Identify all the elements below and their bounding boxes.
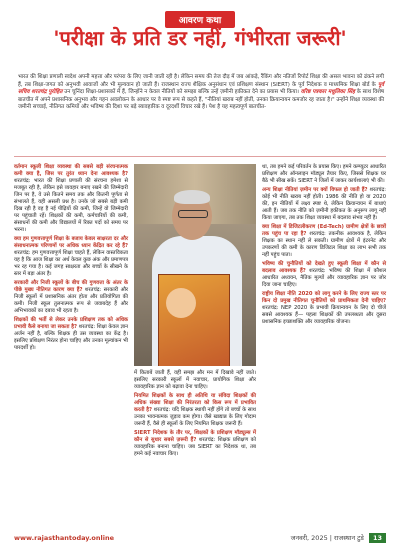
answer: शरतचंद्र: तकनीक आवश्यक है, लेकिन शिक्षक का स्थान नहीं ले सकती। ग्रामीण क्षेत्रों में इंटरनेट और उपकरणों की कमी के कारण डिजिटल शिक्षा का लाभ सभी तक नहीं पहुंच पाता। bbox=[262, 231, 386, 258]
footer-website-link[interactable]: www.rajasthantoday.online bbox=[14, 534, 114, 542]
question: शिक्षकों की भर्ती से लेकर उनके प्रशिक्षण तक को अधिक प्रभावी कैसे बनाया जा सकता है? bbox=[14, 317, 128, 330]
question: राष्ट्रीय शिक्षा नीति 2020 को लागू करने के लिए राज्य स्तर पर किन दो प्रमुख नीतिगत चुनौतियों को प्राथमिकता देनी चाहिए? bbox=[262, 291, 386, 304]
intro-paragraph bbox=[18, 74, 384, 112]
question: नियमित शिक्षकों के साथ ही अतिथि या संविदा शिक्षकों की अधिक संख्या शिक्षा की निरंतरता को किस रूप में प्रभावित करती है? bbox=[134, 393, 256, 413]
answer: शरतचंद्र: सरकारी और निजी स्कूलों में प्रशासनिक अंतर होता और प्रतियोगिता की कमी। निजी स्कूल तुलनात्मक रूप से जवाबदेह हैं और अभिभावकों का दबाव भी रहता है। bbox=[14, 287, 129, 314]
intro-text-1: भारत की शिक्षा प्रणाली स्वदेश अपनी महत्ता और परंपरा के लिए जानी जाती रही है। लेकिन समय की तेज दौड़ में जब आंकड़े, रैंकिंग और नतिजों रिपोर्ट शिक्षा की असल भावना को ढंकने लगी हैं, तब शिक्षा-जगत को अनुभवी आवाजों और भी मूल्यवान हो जाती हैं। राजस्थान राज्य शैक्षिक अनुसंधान एवं प्रशिक्षण संस्थान (SIERT) के पूर्व निदेशक व माध्यमिक शिक्षा बोर्ड के bbox=[18, 74, 384, 88]
photo-person-glasses bbox=[178, 210, 208, 218]
answer: शरतचंद्र: भविष्य की शिक्षा में कौशल आधारित अध्ययन, नैतिक मूल्यों और व्यावहारिक ज्ञान पर जोर दिया जाना चाहिए। bbox=[262, 268, 386, 288]
photo-book-cover-portrait bbox=[166, 288, 196, 318]
question: क्या हम गुणवत्तापूर्ण शिक्षा के बजाय केवल साक्षरता दर और संसाधनात्मक परिणामों पर अधिक ध्यान केंद्रित कर रहे हैं? bbox=[14, 236, 128, 249]
question: वर्तमान स्कूली शिक्षा व्यवस्था की सबसे बड़ी संरचनात्मक कमी क्या है, जिस पर तुरंत ध्यान देना आवश्यक है? bbox=[14, 164, 128, 177]
question: सरकारी और निजी स्कूलों के बीच की गुणवत्ता के अंतर के पीछे मुख्य नीतिगत कारण क्या हैं? bbox=[14, 280, 128, 293]
qa-item bbox=[14, 236, 128, 278]
section-tag: आवरण कथा bbox=[165, 11, 236, 28]
photo-held-book bbox=[158, 274, 230, 366]
page-headline: 'परीक्षा के प्रति डर नहीं, गंभीरता जरूरी' bbox=[53, 26, 347, 50]
qa-item bbox=[14, 280, 128, 315]
footer-issue-text: जनवरी, 2025 | राजस्थान टुडे bbox=[290, 534, 364, 542]
question: अन्य शिक्षा नीतियां ज़मीन पर क्यों विफल हो जाती हैं? bbox=[262, 187, 368, 193]
interviewee-name: पूर्व सचिव शरतचंद्र पुरोहित bbox=[18, 81, 384, 95]
qa-item bbox=[262, 164, 386, 185]
intro-text-2: उन चुनिंदा शिक्षा-प्रशासकों में हैं, जिन्होंने न केवल नीतियों को समझा बल्कि उन्हें ज़मीनी हकीकत देने का प्रयास भी किया। bbox=[64, 89, 299, 95]
left-column bbox=[14, 164, 128, 354]
photo-person-hair bbox=[174, 190, 210, 204]
answer: शरतचंद्र: शिक्षा केवल ज्ञान अर्जन नहीं है, बल्कि शिक्षक ही उस व्यवस्था का केंद्र है। इसलिए प्रशिक्षण निरंतर होना चाहिए और उनका मूल्यांकन भी पारदर्शी हो। bbox=[14, 324, 128, 351]
question: क्या शिक्षा में डिजिटलीकरण (Ed-Tech) ग्रामीण क्षेत्रों के छात्रों तक पहुंच पा रहा है? bbox=[262, 224, 386, 237]
answer: शरतचंद्र: कोई भी नीति खराब नहीं होती। 1986 की नीति हो या 2020 की, इन नीतियों में लक्ष्य स्पष्ट थे, लेकिन क्रियान्वयन में बाधाएं आती हैं। जब तक नीति को ज़मीनी हकीकत के अनुरूप लागू नहीं किया जाएगा, तब तक शिक्षा व्यवस्था में बदलाव संभव नहीं है। bbox=[262, 187, 386, 221]
intro-text-3: के साथ विशेष बातचीत में अपने प्रशासनिक अनुभव और गहन अवलोकन के आधार पर वे स्पष्ट रूप से कहते हैं, "नीतियां खराब नहीं होतीं, उनका क्रियान्वयन कमजोर रह जाता है।" उन्होंने शिक्षा व्यवस्था की जमीनी सच्चाई, नीतिगत कमियों और भविष्य की दिशा पर बड़े ब्यावहारिक व दूरदर्शी विचार रखे हैं। पेश है यह महत्वपूर्ण बातचीत- bbox=[18, 89, 385, 110]
qa-item bbox=[262, 187, 386, 222]
qa-item bbox=[14, 164, 128, 234]
qa-item bbox=[134, 430, 256, 458]
qa-item bbox=[262, 224, 386, 259]
qa-item bbox=[134, 370, 256, 391]
interviewee-photo bbox=[134, 164, 256, 366]
answer: शरतचंद्र: यदि शिक्षक स्थायी नहीं होंगे तो बच्चों के साथ उनका भावनात्मक जुड़ाव कम होगा। जैसे खाद्यान्न के लिए गोदाम जरूरी हैं, वैसे ही स्कूलों के लिए नियमित शिक्षक जरूरी हैं। bbox=[134, 407, 256, 427]
page-number: 13 bbox=[369, 533, 386, 543]
answer: शरतचंद्र: हम गुणवत्तापूर्ण शिक्षा चाहते हैं, लेकिन वास्तविकता यह है कि आज शिक्षा का अर्थ केवल कुछ अंक और प्रमाणपत्र भर रह गया है। कई जगह साक्षरता और बच्चों के सीखने के स्तर में बड़ा अंतर है। bbox=[14, 250, 129, 277]
qa-item bbox=[262, 291, 386, 326]
question: भविष्य की चुनौतियों को देखते हुए स्कूली शिक्षा में कौन से बदलाव आवश्यक हैं? bbox=[262, 261, 386, 274]
middle-column bbox=[134, 370, 256, 460]
right-column bbox=[262, 164, 386, 328]
answer: शरतचंद्र: NEP 2020 के प्रभावी क्रियान्वयन के लिए दो चीजें सबसे आवश्यक हैं— पहला शिक्षकों की उपलब्धता और दूसरा प्रशासनिक इच्छाशक्ति और व्यावहारिक योजना। bbox=[262, 305, 386, 325]
question: SIERT निदेशक के तौर पर, शिक्षकों के प्रशिक्षण मॉड्यूल्स में कौन से सुधार सबसे ज़रूरी हैं? bbox=[134, 430, 256, 443]
qa-item bbox=[134, 393, 256, 428]
answer: शरतचंद्र: शिक्षक प्रशिक्षण को व्यावहारिक बनाना चाहिए। जब SIERT का निदेशक था, तब हमने कई नवाचार किए। bbox=[134, 437, 256, 457]
answer: शरतचंद्र: भारत की शिक्षा प्रणाली की संरचना हमेशा से मजबूत रही है, लेकिन इसे व्यवहार बनाए रखने की जिम्मेदारी जिन पर है, वे उसे कितने समय तक और कितनी पूर्णता से संभालते हैं, यही असली प्रश्न है। उनके जो सबसे बड़ी कमी दिख रही है वह है नई पीढ़ियों की कमी, जिन्हें वो जिम्मेदारी पर पहुंचाती रहें। शिक्षकों की कमी, कर्मचारियों की कमी, संसाधनों की कमी और विद्यालयों में रिक्त पदों को समय पर भरना। bbox=[14, 178, 128, 233]
answer: था, तब हमने कई परिवर्तन के प्रयास किए। हमने कम्प्यूटर आधारित प्रशिक्षण और ऑनलाइन मॉड्यूल तैयार किए, जिससे शिक्षक घर बैठे भी सीख सकें। SIERT ने जिलों में जाकर कार्यशालाएं भी की। bbox=[262, 164, 387, 184]
qa-item bbox=[262, 261, 386, 289]
footer-issue-info bbox=[291, 533, 386, 543]
qa-item bbox=[14, 317, 128, 352]
answer: में किताबें जाती हैं, वहीं समझ और मन में दिखावे नहीं जाते। इसलिए सरकारी स्कूलों में नवाचार, प्रायोगिक शिक्षा और व्यावहारिक ज्ञान को बढ़ावा देना चाहिए। bbox=[134, 370, 256, 390]
interviewer-name: वरिष्ठ पत्रकार मधुलिका सिंह bbox=[300, 89, 355, 95]
section-divider bbox=[14, 156, 386, 157]
